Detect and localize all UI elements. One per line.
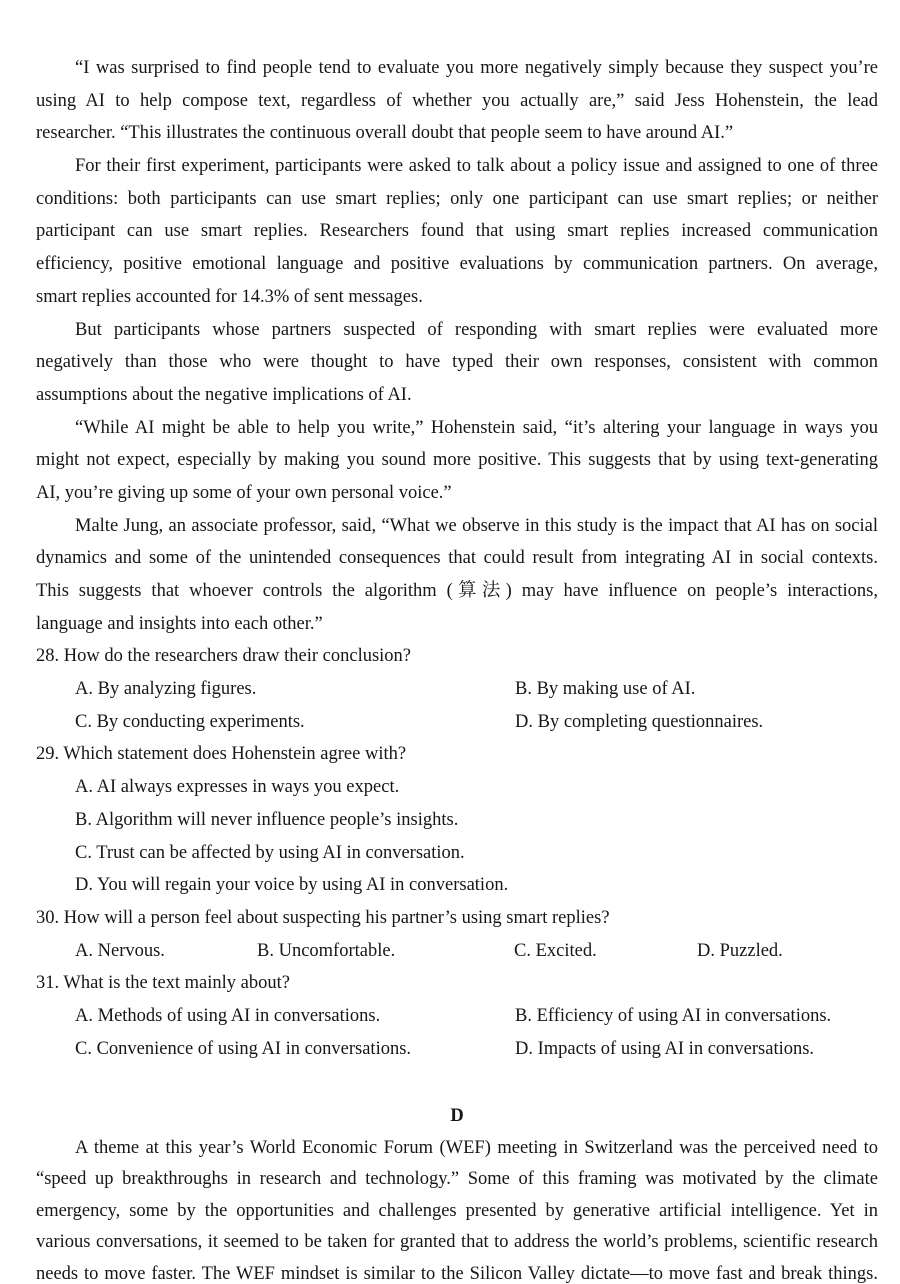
paragraph-line: But participants whose partners suspected of responding with smart replies were evaluated more: [75, 319, 878, 340]
passage-paragraph: [36, 314, 878, 412]
option-label: C.: [75, 842, 92, 863]
paragraph-line: efficiency, positive emotional language and positive evaluations by communication partners. On average,: [36, 254, 878, 275]
option-a: [75, 935, 165, 968]
option-label: D.: [515, 1038, 533, 1059]
options-row: [36, 837, 878, 870]
passage-paragraph: [36, 52, 878, 150]
option-label: A.: [75, 1005, 93, 1026]
paragraph-line: researcher. “This illustrates the continuous overall doubt that people seem to have around AI.”: [36, 123, 734, 144]
question-30: [36, 902, 878, 967]
question-number: 31.: [36, 973, 60, 994]
option-text: You will regain your voice by using AI in conversation.: [96, 875, 509, 896]
option-label: A.: [75, 940, 93, 961]
option-a: [75, 1000, 380, 1033]
option-d: [515, 1033, 814, 1066]
question-number: 28.: [36, 646, 60, 667]
passage-paragraph: [36, 510, 878, 641]
option-text: Methods of using AI in conversations.: [97, 1005, 381, 1026]
option-label: A.: [75, 679, 93, 700]
paragraph-line: conditions: both participants can use smart replies; only one participant can use smart replies; or neither: [36, 188, 878, 209]
option-text: AI always expresses in ways you expect.: [96, 777, 400, 798]
options-row: [36, 869, 878, 902]
option-text: By making use of AI.: [536, 679, 696, 700]
option-text: Uncomfortable.: [278, 940, 396, 961]
option-c: [75, 1033, 411, 1066]
passage-paragraph: [36, 1133, 878, 1283]
option-label: D.: [697, 940, 715, 961]
option-text: Convenience of using AI in conversations.: [96, 1038, 412, 1059]
paragraph-line: A theme at this year’s World Economic Forum (WEF) meeting in Switzerland was the perceived need to: [75, 1138, 878, 1158]
option-text: Trust can be affected by using AI in conversation.: [96, 842, 465, 863]
option-text: Excited.: [535, 940, 597, 961]
option-c: [514, 935, 597, 968]
document-body: [36, 52, 878, 1283]
options-row: [36, 673, 878, 706]
paragraph-line: emergency, some by the opportunities and challenges presented by generative artificial intelligence. Yet in: [36, 1200, 878, 1221]
option-text: Puzzled.: [719, 940, 783, 961]
option-label: C.: [75, 1038, 92, 1059]
paragraph-line: various conversations, it seemed to be taken for granted that to address the world’s problems, scientific research: [36, 1232, 878, 1253]
options-row: [36, 1033, 878, 1066]
option-text: Algorithm will never influence people’s insights.: [95, 809, 459, 830]
option-text: By analyzing figures.: [97, 679, 257, 700]
option-d: [75, 869, 508, 902]
paragraph-line: Malte Jung, an associate professor, said, “What we observe in this study is the impact that AI has on social: [75, 515, 878, 536]
options-row: [36, 771, 878, 804]
paragraph-line: For their first experiment, participants were asked to talk about a policy issue and assigned to one of three: [75, 156, 878, 177]
question-text: What is the text mainly about?: [63, 973, 290, 994]
option-b: [75, 804, 458, 837]
question-stem: [36, 738, 878, 771]
option-label: D.: [515, 711, 533, 732]
question-text: How will a person feel about suspecting his partner’s using smart replies?: [63, 907, 610, 928]
option-label: C.: [75, 711, 92, 732]
question-stem: [36, 902, 878, 935]
option-c: [75, 706, 305, 739]
paragraph-line: needs to move faster. The WEF mindset is similar to the Silicon Valley dictate—to move fast and break things.: [36, 1263, 878, 1283]
question-31: [36, 967, 878, 1065]
option-text: Nervous.: [97, 940, 165, 961]
option-a: [75, 673, 256, 706]
paragraph-line: negatively than those who were thought to have typed their own responses, consistent with common: [36, 352, 878, 373]
question-text: How do the researchers draw their conclusion?: [63, 646, 412, 667]
option-text: Efficiency of using AI in conversations.: [536, 1005, 832, 1026]
option-a: [75, 771, 399, 804]
passage-paragraph: [36, 150, 878, 313]
option-b: [257, 935, 395, 968]
question-stem: [36, 967, 878, 1000]
question-29: [36, 738, 878, 901]
section-heading: D: [450, 1106, 464, 1127]
option-label: B.: [75, 809, 92, 830]
option-text: Impacts of using AI in conversations.: [537, 1038, 815, 1059]
option-text: By completing questionnaires.: [537, 711, 764, 732]
option-b: [515, 1000, 831, 1033]
question-28: [36, 640, 878, 738]
paragraph-line: “I was surprised to find people tend to evaluate you more negatively simply because they suspect you’re: [75, 58, 878, 78]
option-c: [75, 837, 465, 870]
paragraph-line: assumptions about the negative implications of AI.: [36, 384, 412, 405]
question-number: 29.: [36, 744, 60, 765]
option-label: B.: [515, 1005, 532, 1026]
option-label: B.: [257, 940, 274, 961]
option-text: By conducting experiments.: [96, 711, 305, 732]
paragraph-line: dynamics and some of the unintended consequences that could result from integrating AI in social contexts.: [36, 548, 878, 569]
option-label: D.: [75, 875, 93, 896]
option-d: [515, 706, 763, 739]
option-label: A.: [75, 777, 93, 798]
option-d: [697, 935, 783, 968]
paragraph-line: “speed up breakthroughs in research and technology.” Some of this framing was motivated by the climate: [36, 1169, 878, 1190]
question-stem: [36, 640, 878, 673]
paragraph-line: This suggests that whoever controls the algorithm (算法) may have influence on people’s interactions,: [36, 581, 878, 601]
paragraph-line: smart replies accounted for 14.3% of sent messages.: [36, 286, 423, 307]
option-label: B.: [515, 679, 532, 700]
paragraph-line: AI, you’re giving up some of your own personal voice.”: [36, 482, 452, 503]
paragraph-line: language and insights into each other.”: [36, 613, 323, 634]
options-row: [36, 1000, 878, 1033]
paragraph-line: might not expect, especially by making you sound more positive. This suggests that by using text-generating: [36, 450, 878, 471]
option-b: [515, 673, 695, 706]
option-label: C.: [514, 940, 531, 961]
paragraph-line: “While AI might be able to help you write,” Hohenstein said, “it’s altering your language in ways you: [75, 417, 878, 438]
options-row: [36, 935, 878, 968]
passage-paragraph: [36, 412, 878, 510]
question-text: Which statement does Hohenstein agree with?: [63, 744, 407, 765]
options-row: [36, 706, 878, 739]
paragraph-line: using AI to help compose text, regardless of whether you actually are,” said Jess Hohenstein, the lead: [36, 90, 878, 111]
options-row: [36, 804, 878, 837]
question-number: 30.: [36, 907, 60, 928]
paragraph-line: participant can use smart replies. Researchers found that using smart replies increased communication: [36, 221, 878, 242]
